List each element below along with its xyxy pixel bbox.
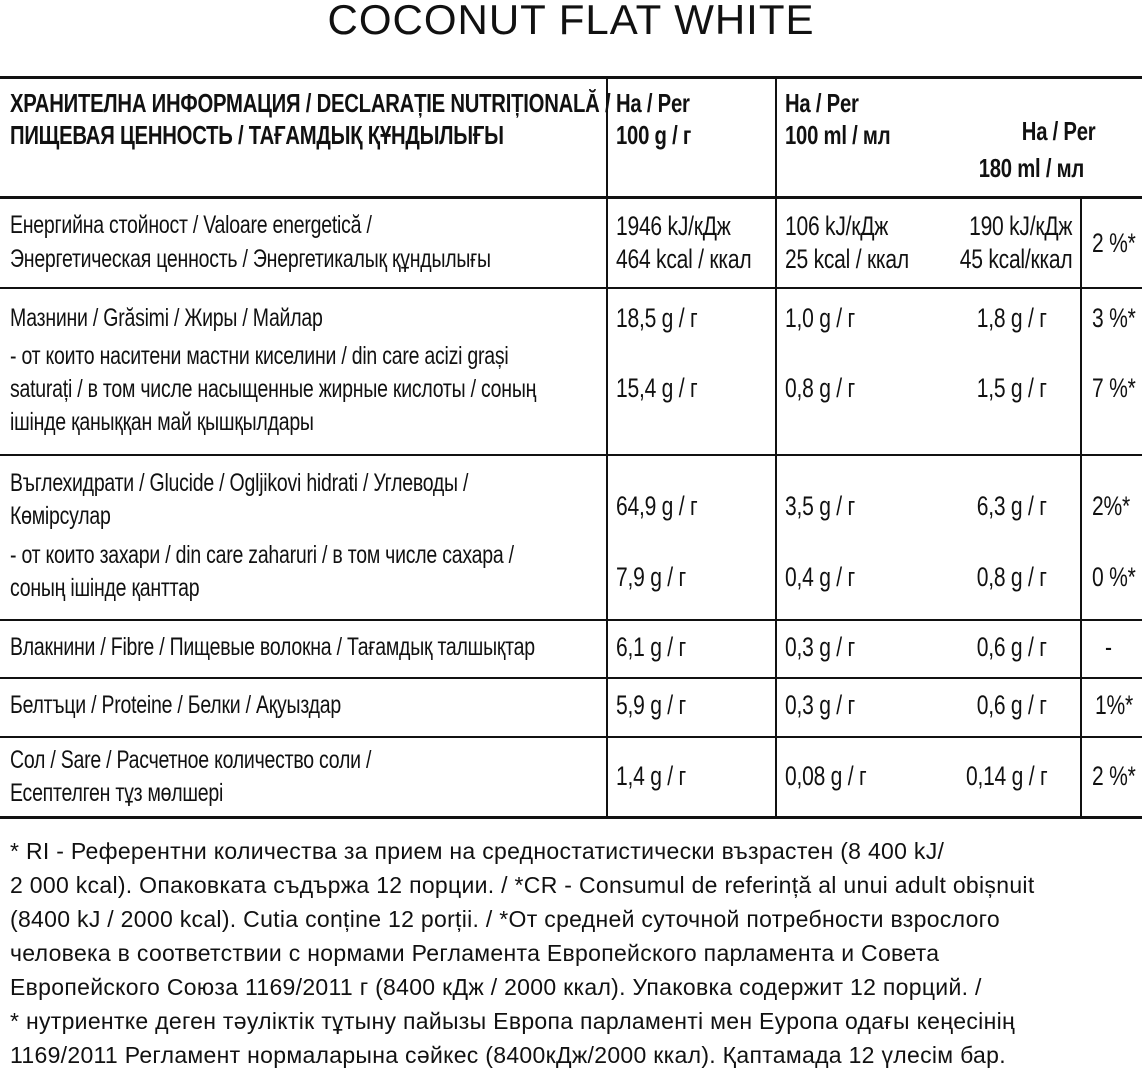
column-divider [606,76,608,816]
salt-180ml: 0,14 g / г [965,761,1047,791]
reference-intake-footnote: * RI - Референтни количества за прием на средностатистически възрастен (8 400 kJ/ 2 000 kcal). Опаковката съдържа 12 порции. / *CR - Consumul de referință al unui adult obișnuit (8400 kJ / 2000 kcal). Cutia conține 12 porții. / *От средней суточной потребности взрослого человека в соответствии с нормами Регламента Европейского парламента и Совета Европейского Союза 1169/2011 г (8400 кДж / 2000 ккал). Упаковка содержит 12 порций. / * нутриентке деген тәуліктік тұтыну пайызы Европа парламенті мен Еуропа одағы кеңесінің 1169/2011 Регламент нормаларына сәйкес (8400кДж/2000 ккал). Қаптамада 12 үлесім бар. [10,838,1035,1068]
energy-100g-kj: 1946 kJ/кДж [616,211,731,241]
saturates-180ml: 1,5 g / г [977,373,1047,403]
product-title: COCONUT FLAT WHITE [327,0,815,43]
header-per-100ml-label: На / Per [785,88,859,118]
fat-100g: 18,5 g / г [616,303,698,333]
header-label-line1: ХРАНИТЕЛНА ИНФОРМАЦИЯ / DECLARAȚIE NUTRIȚIONALĂ / [10,88,611,118]
saturates-label-line1: - от които наситени мастни киселини / din care acizi grași [10,342,509,370]
carbs-label-line1: Въглехидрати / Glucide / Ogljikovi hidrati / Углеводы / [10,469,469,497]
header-per-180ml-label: На / Per [1021,116,1095,146]
sugars-100ml: 0,4 g / г [785,562,855,592]
fat-180ml: 1,8 g / г [977,303,1047,333]
salt-ri: 2 %* [1092,761,1136,791]
energy-ri: 2 %* [1092,228,1136,258]
header-per-100g-unit: 100 g / г [616,120,692,150]
header-per-180ml-unit: 180 ml / мл [978,153,1084,183]
fibre-ri: - [1105,632,1112,662]
sugars-100g: 7,9 g / г [616,562,686,592]
header-per-100ml-unit: 100 ml / мл [785,120,891,150]
energy-180ml-kcal: 45 kcal/ккал [959,244,1072,274]
fibre-label: Влакнини / Fibre / Пищевые волокна / Тағамдық талшықтар [10,633,535,661]
carbs-ri: 2%* [1092,491,1130,521]
header-per-100g-label: На / Per [616,88,690,118]
saturates-ri: 7 %* [1092,373,1136,403]
sugars-ri: 0 %* [1092,562,1136,592]
column-divider [775,76,777,816]
row-divider [0,287,1142,289]
carbs-100ml: 3,5 g / г [785,491,855,521]
salt-100ml: 0,08 g / г [785,761,867,791]
protein-100ml: 0,3 g / г [785,690,855,720]
fat-100ml: 1,0 g / г [785,303,855,333]
salt-label-line1: Сол / Sare / Расчетное количество соли / [10,746,372,774]
fat-ri: 3 %* [1092,303,1136,333]
sugars-label-line2: соның ішінде қанттар [10,574,200,602]
fibre-100ml: 0,3 g / г [785,632,855,662]
fibre-100g: 6,1 g / г [616,632,686,662]
protein-100g: 5,9 g / г [616,690,686,720]
energy-100ml-kj: 106 kJ/кДж [785,211,889,241]
saturates-label-line2: saturați / в том числе насыщенные жирные кислоты / соның [10,375,537,403]
protein-ri: 1%* [1095,690,1133,720]
table-top-rule [0,76,1142,79]
saturates-label-line3: ішінде қаныққан май қышқылдары [10,408,314,436]
carbs-100g: 64,9 g / г [616,491,698,521]
carbs-180ml: 6,3 g / г [977,491,1047,521]
fat-label: Мазнини / Grăsimi / Жиры / Майлар [10,304,323,332]
saturates-100g: 15,4 g / г [616,373,698,403]
fibre-180ml: 0,6 g / г [977,632,1047,662]
salt-label-line2: Есептелген тұз мөлшері [10,779,224,807]
row-divider [0,454,1142,456]
sugars-180ml: 0,8 g / г [977,562,1047,592]
energy-100ml-kcal: 25 kcal / ккал [785,244,909,274]
column-divider [1080,196,1082,816]
row-divider [0,619,1142,621]
saturates-100ml: 0,8 g / г [785,373,855,403]
sugars-label-line1: - от които захари / din care zaharuri / в том числе сахара / [10,541,514,569]
salt-100g: 1,4 g / г [616,761,686,791]
table-bottom-rule [0,816,1142,819]
protein-180ml: 0,6 g / г [977,690,1047,720]
row-divider [0,736,1142,738]
header-label-line2: ПИЩЕВАЯ ЦЕННОСТЬ / ТАҒАМДЫҚ ҚҰНДЫЛЫҒЫ [10,120,504,150]
energy-label-line1: Енергийна стойност / Valoare energetică / [10,211,372,239]
energy-180ml-kj: 190 kJ/кДж [968,211,1072,241]
energy-label-line2: Энергетическая ценность / Энергетикалық құндылығы [10,245,491,273]
header-bottom-rule [0,196,1142,199]
energy-100g-kcal: 464 kcal / ккал [616,244,752,274]
row-divider [0,677,1142,679]
carbs-label-line2: Көмірсулар [10,502,111,530]
protein-label: Белтъци / Proteine / Белки / Ақуыздар [10,691,341,719]
